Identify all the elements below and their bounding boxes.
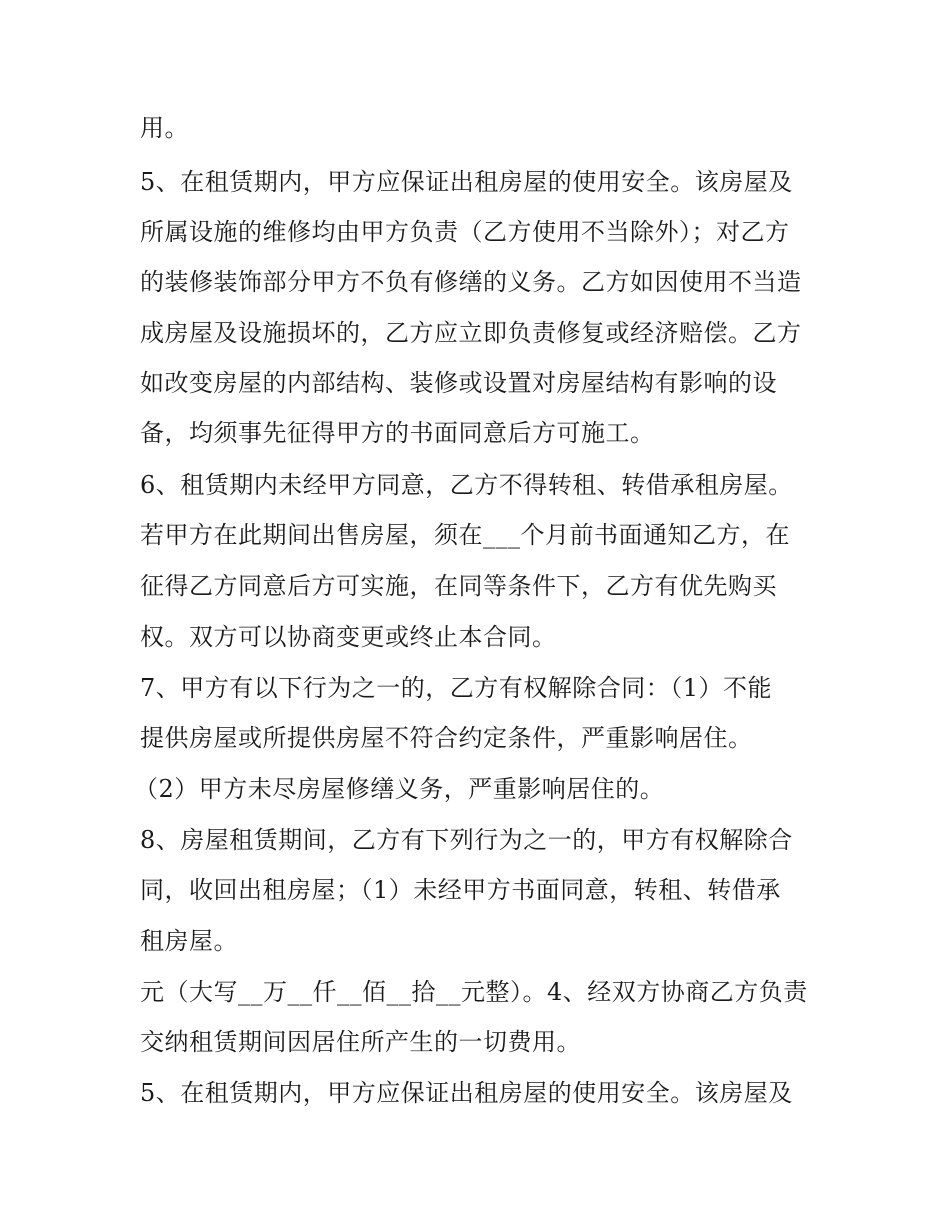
text-line: 成房屋及设施损坏的，乙方应立即负责修复或经济赔偿。乙方 bbox=[140, 319, 802, 347]
text-line: 提供房屋或所提供房屋不符合约定条件，严重影响居住。 bbox=[140, 724, 753, 752]
text-line: 的装修装饰部分甲方不负有修缮的义务。乙方如因使用不当造 bbox=[140, 268, 802, 296]
text-line: 若甲方在此期间出售房屋，须在___个月前书面通知乙方，在 bbox=[140, 521, 790, 549]
text-line: （2）甲方未尽房屋修缮义务，严重影响居住的。 bbox=[134, 775, 665, 803]
text-line: 交纳租赁期间因居住所产生的一切费用。 bbox=[140, 1028, 581, 1056]
text-line: 5、在租赁期内，甲方应保证出租房屋的使用安全。该房屋及 bbox=[140, 168, 793, 196]
text-line: 备，均须事先征得甲方的书面同意后方可施工。 bbox=[140, 419, 655, 447]
text-line: 征得乙方同意后方可实施，在同等条件下，乙方有优先购买 bbox=[140, 572, 777, 600]
text-line: 5、在租赁期内，甲方应保证出租房屋的使用安全。该房屋及 bbox=[140, 1079, 793, 1107]
text-line: 同，收回出租房屋；（1）未经甲方书面同意，转租、转借承 bbox=[140, 876, 781, 904]
text-line: 7、甲方有以下行为之一的，乙方有权解除合同：（1）不能 bbox=[140, 674, 773, 702]
text-line: 权。双方可以协商变更或终止本合同。 bbox=[140, 623, 557, 651]
text-line: 6、租赁期内未经甲方同意，乙方不得转租、转借承租房屋。 bbox=[140, 471, 793, 499]
text-line: 租房屋。 bbox=[140, 927, 238, 955]
text-line: 8、房屋租赁期间，乙方有下列行为之一的，甲方有权解除合 bbox=[140, 826, 793, 854]
text-line: 元（大写__万__仟__佰__拾__元整）。4、经双方协商乙方负责 bbox=[140, 978, 808, 1006]
text-line: 所属设施的维修均由甲方负责（乙方使用不当除外）；对乙方 bbox=[140, 218, 790, 246]
text-line: 如改变房屋的内部结构、装修或设置对房屋结构有影响的设 bbox=[140, 369, 777, 397]
text-line: 用。 bbox=[140, 114, 189, 142]
